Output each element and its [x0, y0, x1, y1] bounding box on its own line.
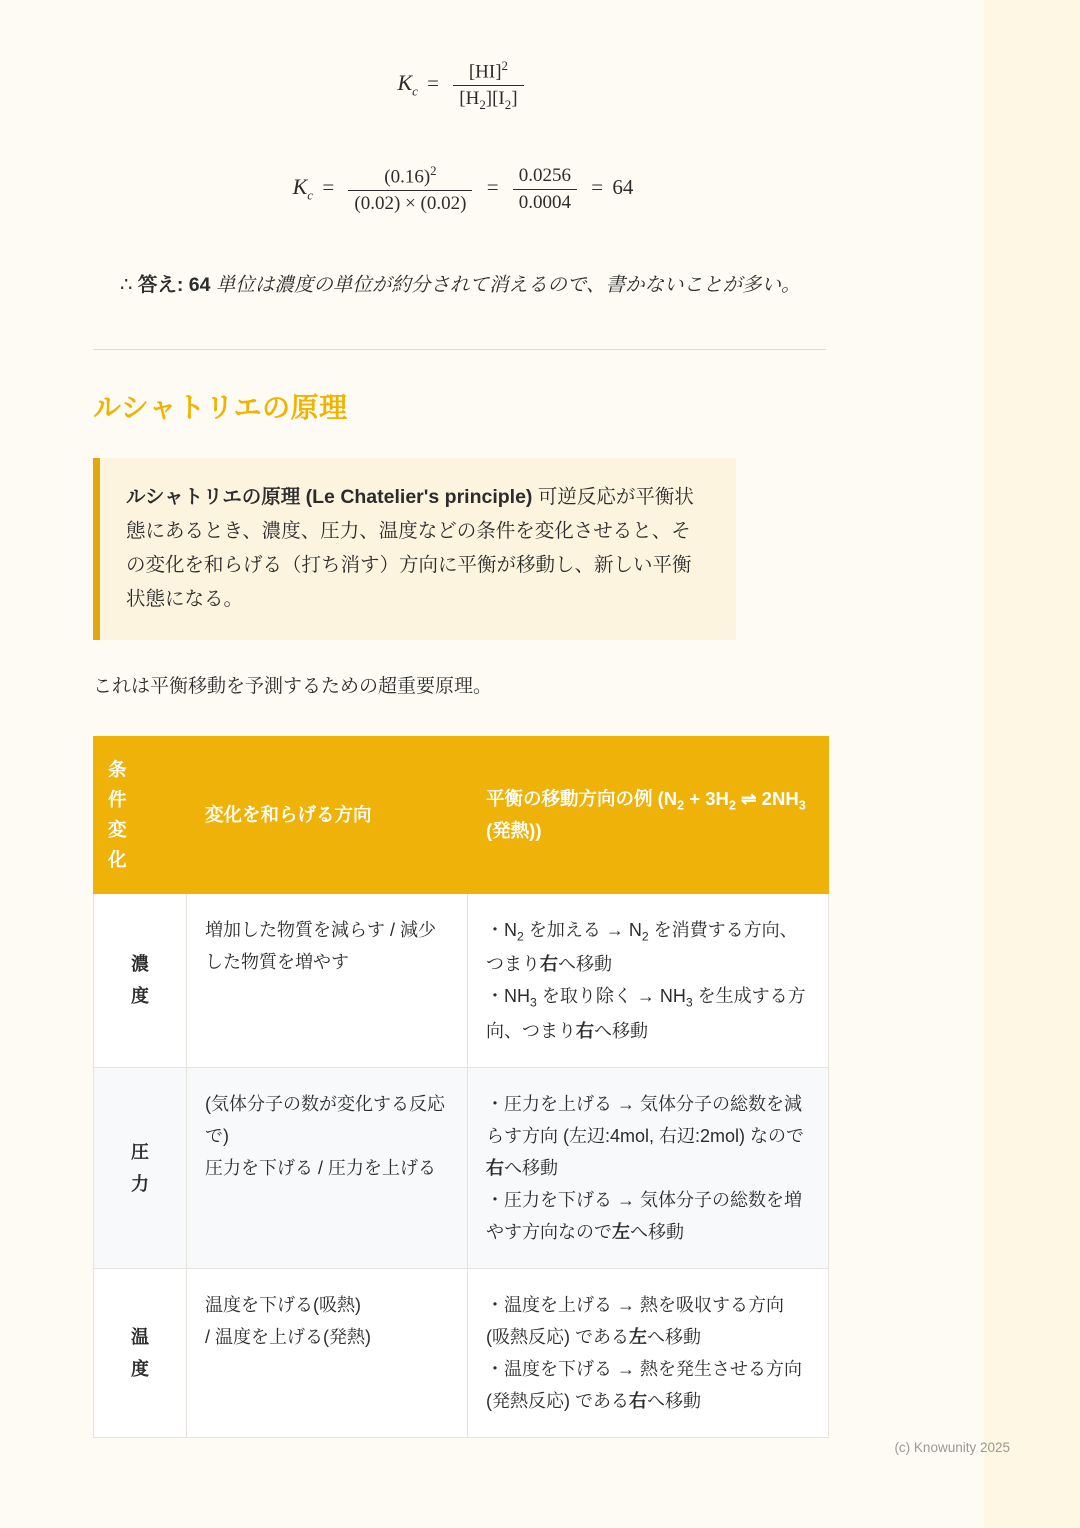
- row-example-line: ・圧力を下げる → 気体分子の総数を増やす方向なので左へ移動: [486, 1189, 803, 1242]
- kc-calc-denominator-2: 0.0004: [518, 191, 572, 213]
- kc-calc-numerator-2: 0.0256: [513, 165, 577, 190]
- row-condition: 圧 力: [94, 1067, 187, 1268]
- intro-paragraph: これは平衡移動を予測するための超重要原理。: [93, 676, 493, 698]
- answer-line: [93, 269, 833, 303]
- row-direction: 増加した物質を減らす / 減少した物質を増やす: [187, 893, 468, 1067]
- row-direction: (気体分子の数が変化する反応で) 圧力を下げる / 圧力を上げる: [187, 1067, 468, 1268]
- kc-calc-denominator-1: (0.02) × (0.02): [354, 193, 467, 215]
- equals-sign: =: [427, 71, 440, 96]
- table-header-row: [94, 736, 829, 893]
- le-chatelier-table: [93, 736, 829, 1438]
- kc-calc-fraction-2: [513, 165, 577, 214]
- equals-sign-1: =: [322, 175, 335, 200]
- callout-term: ルシャトリエの原理 (Le Chatelier's principle): [126, 485, 533, 508]
- row-example: [468, 893, 829, 1067]
- table-row: [94, 893, 829, 1067]
- row-example-line: ・温度を上げる → 熱を吸収する方向 (吸熱反応) である左へ移動: [486, 1294, 785, 1347]
- answer-note: 単位は濃度の単位が約分されて消えるので、書かないことが多い。: [215, 274, 801, 297]
- equals-sign-3: =: [591, 175, 604, 200]
- answer-label: 答え: 64: [137, 274, 211, 297]
- kc-symbol: $K_c$: [397, 70, 418, 99]
- kc-calc-fraction-1: [348, 163, 472, 215]
- row-direction: 温度を下げる(吸熱) / 温度を上げる(発熱): [187, 1268, 468, 1437]
- section-divider: [93, 349, 826, 350]
- table-body: [94, 893, 829, 1437]
- row-condition: 温 度: [94, 1268, 187, 1437]
- table-header-example: 平衡の移動方向の例 ($N_2 + 3H_2$ ⇌ $2NH_3$ (発熱)): [468, 736, 829, 893]
- table-row: [94, 1268, 829, 1437]
- copyright-footer: (c) Knowunity 2025: [894, 1440, 1010, 1455]
- equilibrium-constant-formula: [93, 58, 833, 113]
- row-example-line: ・圧力を上げる → 気体分子の総数を減らす方向 (左辺:4mol, 右辺:2mol) なので右へ移動: [486, 1093, 805, 1178]
- therefore-symbol: ∴: [120, 274, 133, 297]
- section-heading: ルシャトリエの原理: [93, 391, 348, 423]
- kc-denominator: $[H_2][I_2]$: [459, 88, 518, 113]
- row-example: [468, 1268, 829, 1437]
- kc-calculation-formula: [93, 163, 833, 215]
- table-header-condition: 条 件 変 化: [94, 736, 187, 893]
- row-example-line: ・温度を下げる → 熱を発生させる方向 (発熱反応) である右へ移動: [486, 1358, 803, 1411]
- row-example: [468, 1067, 829, 1268]
- page-right-margin-strip: [984, 0, 1080, 1528]
- table-row: [94, 1067, 829, 1268]
- definition-callout: [93, 458, 736, 641]
- row-example-line: ・$N_2$ を加える → $N_2$ を消費する方向、つまり右へ移動: [486, 919, 798, 975]
- kc-symbol-2: $K_c$: [292, 174, 314, 203]
- equals-sign-2: =: [486, 175, 499, 200]
- row-example-line: ・$NH_3$ を取り除く → $NH_3$ を生成する方向、つまり右へ移動: [486, 986, 806, 1041]
- table-header-direction: 変化を和らげる方向: [187, 736, 468, 893]
- callout-body: 可逆反応が平衡状態にあるとき、濃度、圧力、温度などの条件を変化させると、その変化を和らげる（打ち消す）方向に平衡が移動し、新しい平衡状態になる。: [126, 485, 694, 611]
- kc-numerator: [HI]$^2$: [453, 58, 523, 86]
- kc-calc-numerator-1: $(0.16)^2$: [348, 163, 472, 191]
- row-condition: 濃 度: [94, 893, 187, 1067]
- document-content: [93, 0, 833, 1438]
- kc-calc-result: 64: [612, 175, 634, 200]
- table-head: [94, 736, 829, 893]
- kc-fraction: [453, 58, 523, 113]
